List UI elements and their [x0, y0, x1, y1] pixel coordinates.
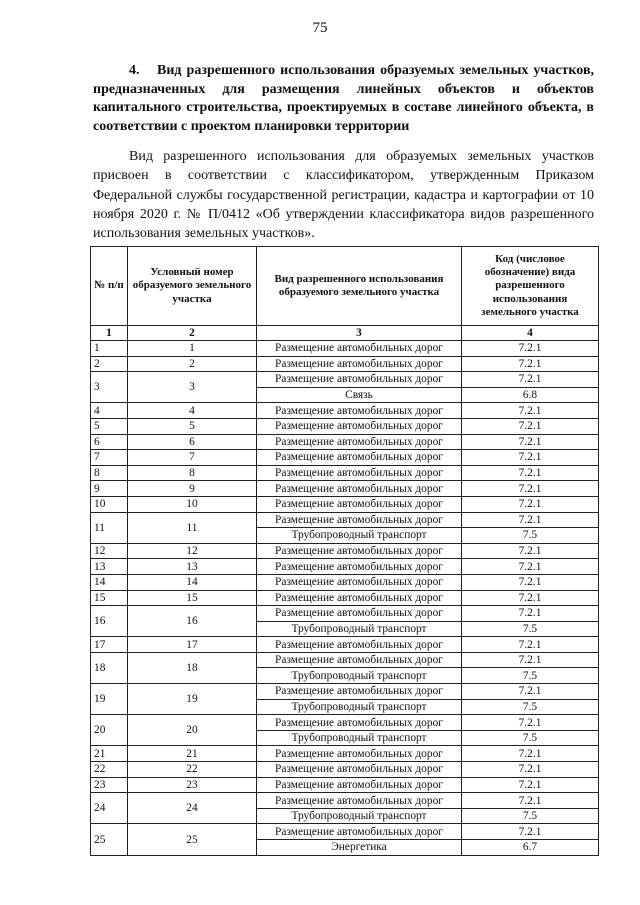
permitted-use: Размещение автомобильных дорог [257, 496, 462, 512]
use-code: 7.2.1 [462, 762, 599, 778]
use-code: 7.5 [462, 699, 599, 715]
use-code: 7.2.1 [462, 372, 599, 388]
table-header-row [91, 247, 599, 326]
row-index: 4 [91, 403, 128, 419]
permitted-use: Размещение автомобильных дорог [257, 543, 462, 559]
use-code: 7.2.1 [462, 715, 599, 731]
use-code: 7.5 [462, 621, 599, 637]
plot-number: 18 [128, 652, 257, 683]
plot-number: 4 [128, 403, 257, 419]
use-code: 7.2.1 [462, 559, 599, 575]
use-code: 6.8 [462, 387, 599, 403]
table-row [91, 372, 599, 388]
column-number-row [91, 326, 599, 341]
use-code: 7.2.1 [462, 684, 599, 700]
table-row [91, 418, 599, 434]
permitted-use: Связь [257, 387, 462, 403]
plot-number: 12 [128, 543, 257, 559]
permitted-use: Размещение автомобильных дорог [257, 793, 462, 809]
permitted-use: Трубопроводный транспорт [257, 621, 462, 637]
plot-number: 5 [128, 418, 257, 434]
permitted-use: Размещение автомобильных дорог [257, 574, 462, 590]
row-index: 24 [91, 793, 128, 824]
permitted-use: Размещение автомобильных дорог [257, 450, 462, 466]
permitted-use: Размещение автомобильных дорог [257, 356, 462, 372]
table-row [91, 434, 599, 450]
header-use-code: Код (числовое обозначение) вида разрешенного использования земельного участка [462, 247, 599, 326]
use-code: 7.2.1 [462, 465, 599, 481]
row-index: 23 [91, 777, 128, 793]
row-index: 13 [91, 559, 128, 575]
row-index: 2 [91, 356, 128, 372]
table-row [91, 684, 599, 700]
row-index: 7 [91, 450, 128, 466]
plot-number: 22 [128, 762, 257, 778]
permitted-use: Размещение автомобильных дорог [257, 746, 462, 762]
table-row [91, 403, 599, 419]
column-number: 4 [462, 326, 599, 341]
table-row [91, 481, 599, 497]
row-index: 6 [91, 434, 128, 450]
permitted-use: Трубопроводный транспорт [257, 668, 462, 684]
section-number: 4. [129, 63, 140, 78]
permitted-use: Размещение автомобильных дорог [257, 418, 462, 434]
use-code: 7.2.1 [462, 543, 599, 559]
use-code: 6.7 [462, 840, 599, 856]
plot-number: 15 [128, 590, 257, 606]
permitted-use: Размещение автомобильных дорог [257, 762, 462, 778]
plot-number: 19 [128, 684, 257, 715]
row-index: 8 [91, 465, 128, 481]
table-row [91, 637, 599, 653]
row-index: 9 [91, 481, 128, 497]
row-index: 15 [91, 590, 128, 606]
row-index: 14 [91, 574, 128, 590]
permitted-use: Размещение автомобильных дорог [257, 434, 462, 450]
header-permitted-use: Вид разрешенного использования образуемого земельного участка [257, 247, 462, 326]
row-index: 11 [91, 512, 128, 543]
table-row [91, 762, 599, 778]
permitted-use: Размещение автомобильных дорог [257, 684, 462, 700]
permitted-use: Размещение автомобильных дорог [257, 715, 462, 731]
permitted-use: Трубопроводный транспорт [257, 730, 462, 746]
permitted-use: Трубопроводный транспорт [257, 528, 462, 544]
use-code: 7.5 [462, 668, 599, 684]
permitted-use: Трубопроводный транспорт [257, 699, 462, 715]
permitted-use: Размещение автомобильных дорог [257, 341, 462, 357]
use-code: 7.5 [462, 528, 599, 544]
section-heading [93, 62, 594, 136]
use-code: 7.2.1 [462, 777, 599, 793]
permitted-use: Размещение автомобильных дорог [257, 590, 462, 606]
permitted-use: Энергетика [257, 840, 462, 856]
permitted-use: Трубопроводный транспорт [257, 808, 462, 824]
use-code: 7.2.1 [462, 606, 599, 622]
permitted-use: Размещение автомобильных дорог [257, 652, 462, 668]
plot-number: 20 [128, 715, 257, 746]
use-code: 7.2.1 [462, 496, 599, 512]
permitted-use: Размещение автомобильных дорог [257, 606, 462, 622]
header-index: № п/п [91, 247, 128, 326]
use-code: 7.2.1 [462, 341, 599, 357]
table-row [91, 496, 599, 512]
use-code: 7.2.1 [462, 481, 599, 497]
plot-number: 3 [128, 372, 257, 403]
plot-number: 2 [128, 356, 257, 372]
column-number: 3 [257, 326, 462, 341]
use-code: 7.2.1 [462, 793, 599, 809]
table-row [91, 715, 599, 731]
permitted-use: Размещение автомобильных дорог [257, 403, 462, 419]
table-row [91, 512, 599, 528]
plot-number: 1 [128, 341, 257, 357]
use-code: 7.2.1 [462, 824, 599, 840]
row-index: 5 [91, 418, 128, 434]
table-row [91, 777, 599, 793]
plot-number: 23 [128, 777, 257, 793]
table-row [91, 559, 599, 575]
page-number: 75 [312, 20, 328, 36]
table-row [91, 590, 599, 606]
table-row [91, 793, 599, 809]
permitted-use: Размещение автомобильных дорог [257, 465, 462, 481]
column-number: 1 [91, 326, 128, 341]
header-plot-number: Условный номер образуемого земельного участка [128, 247, 257, 326]
permitted-use: Размещение автомобильных дорог [257, 824, 462, 840]
table-row [91, 465, 599, 481]
plot-number: 13 [128, 559, 257, 575]
row-index: 18 [91, 652, 128, 683]
row-index: 22 [91, 762, 128, 778]
plot-number: 24 [128, 793, 257, 824]
row-index: 19 [91, 684, 128, 715]
plot-number: 7 [128, 450, 257, 466]
row-index: 1 [91, 341, 128, 357]
table-row [91, 450, 599, 466]
section-title: Вид разрешенного использования образуемых земельных участков, предназначенных для размещения линейных объектов и объектов капитального строительства, проектируемых в составе линейного объекта, в соответствии с проектом планировки территории [93, 63, 594, 134]
row-index: 16 [91, 606, 128, 637]
table-row [91, 341, 599, 357]
plot-number: 21 [128, 746, 257, 762]
row-index: 21 [91, 746, 128, 762]
permitted-use: Размещение автомобильных дорог [257, 637, 462, 653]
use-code: 7.2.1 [462, 746, 599, 762]
permitted-use: Размещение автомобильных дорог [257, 777, 462, 793]
use-code: 7.2.1 [462, 450, 599, 466]
use-code: 7.5 [462, 808, 599, 824]
plot-number: 25 [128, 824, 257, 855]
table-row [91, 574, 599, 590]
use-code: 7.2.1 [462, 637, 599, 653]
plot-number: 6 [128, 434, 257, 450]
row-index: 10 [91, 496, 128, 512]
use-code: 7.2.1 [462, 403, 599, 419]
use-code: 7.5 [462, 730, 599, 746]
table-row [91, 606, 599, 622]
land-use-table [90, 246, 599, 856]
use-code: 7.2.1 [462, 356, 599, 372]
use-code: 7.2.1 [462, 434, 599, 450]
table-row [91, 652, 599, 668]
plot-number: 11 [128, 512, 257, 543]
use-code: 7.2.1 [462, 574, 599, 590]
plot-number: 8 [128, 465, 257, 481]
use-code: 7.2.1 [462, 418, 599, 434]
plot-number: 17 [128, 637, 257, 653]
plot-number: 9 [128, 481, 257, 497]
row-index: 12 [91, 543, 128, 559]
use-code: 7.2.1 [462, 652, 599, 668]
table-row [91, 356, 599, 372]
row-index: 3 [91, 372, 128, 403]
permitted-use: Размещение автомобильных дорог [257, 512, 462, 528]
column-number: 2 [128, 326, 257, 341]
permitted-use: Размещение автомобильных дорог [257, 559, 462, 575]
table-row [91, 543, 599, 559]
permitted-use: Размещение автомобильных дорог [257, 481, 462, 497]
use-code: 7.2.1 [462, 512, 599, 528]
table-row [91, 746, 599, 762]
plot-number: 14 [128, 574, 257, 590]
permitted-use: Размещение автомобильных дорог [257, 372, 462, 388]
plot-number: 16 [128, 606, 257, 637]
plot-number: 10 [128, 496, 257, 512]
use-code: 7.2.1 [462, 590, 599, 606]
row-index: 17 [91, 637, 128, 653]
row-index: 25 [91, 824, 128, 855]
table-row [91, 824, 599, 840]
body-paragraph: Вид разрешенного использования для образуемых земельных участков присвоен в соответствии с классификатором, утвержденным Приказом Федеральной службы государственной регистрации, кадастра и картографии от 10 ноября 2020 г. № П/0412 «Об утверждении классификатора видов разрешенного использования земельных участков». [93, 149, 594, 242]
row-index: 20 [91, 715, 128, 746]
